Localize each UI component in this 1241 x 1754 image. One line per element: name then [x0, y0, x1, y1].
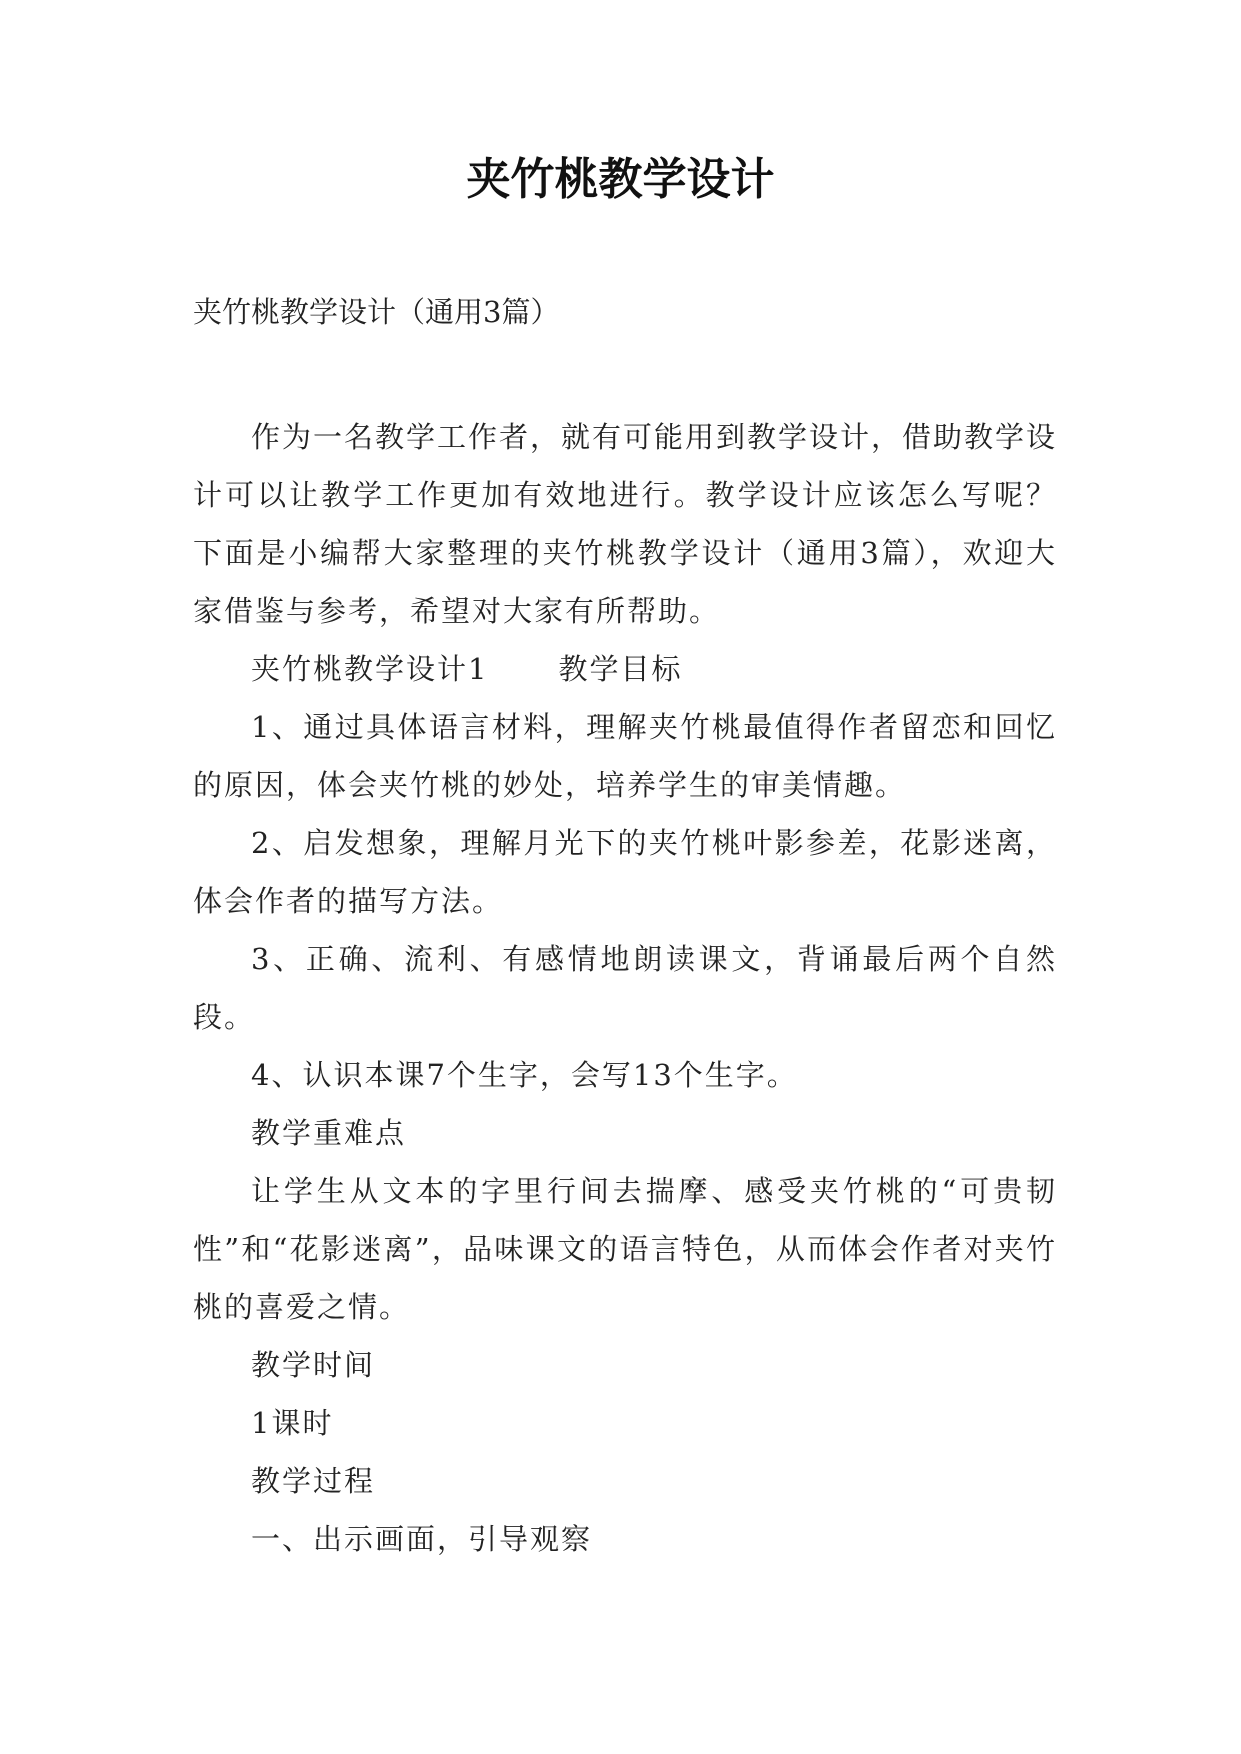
teaching-process-heading: 教学过程 — [251, 1464, 376, 1498]
intro-paragraph: 作为一名教学工作者，就有可能用到教学设计，借助教学设计可以让教学工作更加有效地进行。教学设计应该怎么写呢？下面是小编帮大家整理的夹竹桃教学设计（通用3篇），欢迎大家借鉴与参考，希望对大家有所帮助。 — [193, 420, 1058, 628]
objective-4: 4、认识本课7个生字，会写13个生字。 — [251, 1058, 798, 1092]
section-heading: 夹竹桃教学设计1 — [251, 652, 489, 686]
document-body — [193, 408, 1057, 1568]
section-subheading: 教学目标 — [558, 652, 683, 686]
section-heading-line — [193, 640, 1057, 698]
objective-1: 1、通过具体语言材料，理解夹竹桃最值得作者留恋和回忆的原因，体会夹竹桃的妙处，培养学生的审美情趣。 — [193, 710, 1057, 802]
document-subtitle: 夹竹桃教学设计（通用3篇） — [193, 295, 560, 329]
document-title: 夹竹桃教学设计 — [466, 154, 775, 205]
teaching-time-heading: 教学时间 — [251, 1348, 376, 1382]
teaching-time-value: 1课时 — [251, 1406, 334, 1440]
key-points-heading: 教学重难点 — [251, 1116, 407, 1150]
process-step-1: 一、出示画面，引导观察 — [251, 1522, 593, 1556]
key-points-paragraph: 让学生从文本的字里行间去揣摩、感受夹竹桃的“可贵韧性”和“花影迷离”，品味课文的语言特色，从而体会作者对夹竹桃的喜爱之情。 — [193, 1174, 1057, 1324]
objective-3: 3、正确、流利、有感情地朗读课文，背诵最后两个自然段。 — [193, 942, 1057, 1034]
objective-2: 2、启发想象，理解月光下的夹竹桃叶影参差，花影迷离，体会作者的描写方法。 — [193, 826, 1057, 918]
